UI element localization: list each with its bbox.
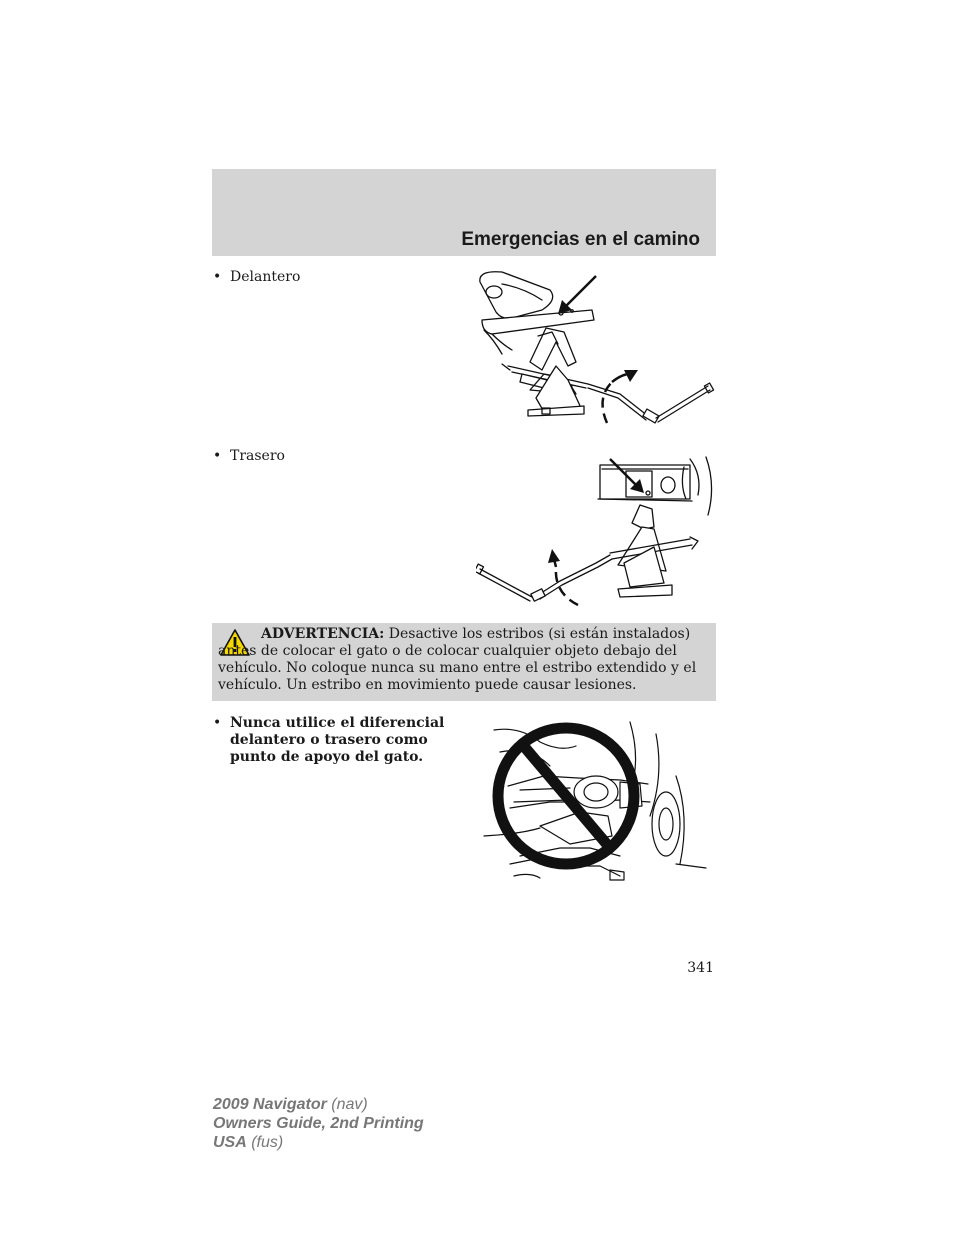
differential-prohibited-illustration [480,716,710,884]
page-number: 341 [687,960,714,976]
footer-line-2: Owners Guide, 2nd Printing [213,1115,424,1132]
section-header [212,169,716,256]
bullet-dot: • [213,715,222,731]
bullet-dot: • [213,448,222,464]
section-title: Emergencias en el camino [461,229,700,250]
warning-body: Desactive los estribos (si están instalados) antes de colocar el gato o de colocar cualquier objeto debajo del vehículo. No coloque nunca su mano entre el estribo extendido y el vehículo. Un estribo en movimiento puede causar lesiones. [218,626,697,693]
front-jack-illustration [472,270,717,430]
footer [213,1095,424,1152]
footer-line-1: 2009 Navigator (nav) [213,1096,368,1113]
warning-text [218,626,704,694]
footer-line-3: USA (fus) [213,1134,284,1151]
bullet-differential-text: Nunca utilice el diferencial delantero o trasero como punto de apoyo del gato. [230,715,445,765]
bullet-dot: • [213,269,222,285]
rear-jack-illustration [476,455,716,610]
bullet-front-text: Delantero [230,269,301,285]
bullet-rear-text: Trasero [230,448,285,464]
warning-label: ADVERTENCIA: [261,626,385,642]
warning-box [212,623,716,701]
